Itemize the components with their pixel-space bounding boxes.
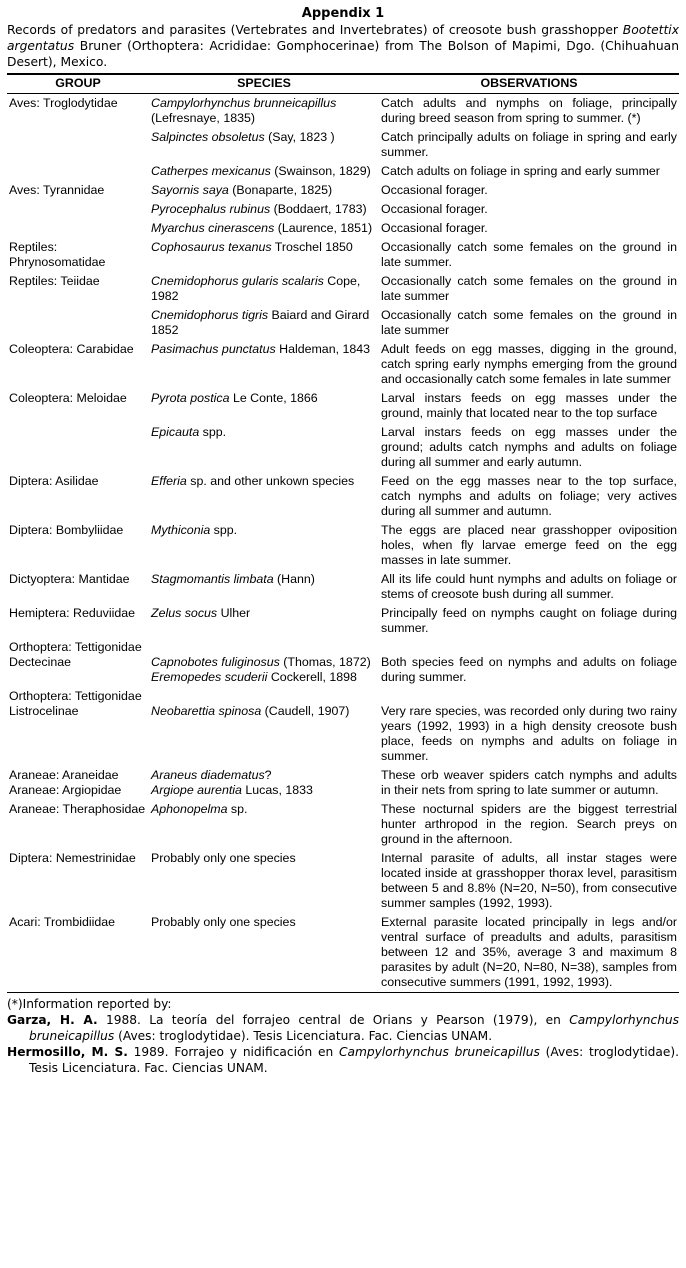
species-name: Campylorhynchus brunneicapillus <box>151 96 337 110</box>
species-cell <box>149 340 379 389</box>
table-row <box>7 423 679 472</box>
species-cell <box>149 687 379 766</box>
species-cell <box>149 849 379 913</box>
species-entry <box>151 606 377 621</box>
group-cell <box>7 472 149 521</box>
group-cell <box>7 128 149 162</box>
species-cell <box>149 219 379 238</box>
caption-pre: Records of predators and parasites (Vertebrates and Invertebrates) of creosote bush grasshopper <box>7 23 623 37</box>
species-entry <box>151 240 377 255</box>
header-row <box>7 74 679 94</box>
spacer <box>381 689 677 704</box>
table-row <box>7 389 679 423</box>
group-cell <box>7 638 149 687</box>
species-authority: Probably only one species <box>151 851 296 865</box>
observation-text: All its life could hunt nymphs and adults on foliage or stems of creosote bush during all summer. <box>381 572 677 601</box>
species-name: Argiope aurentia <box>151 783 242 797</box>
observation-text: Occasional forager. <box>381 221 488 235</box>
reference-text: 1988. La teoría del forrajeo central de Orians y Pearson (1979), en <box>97 1013 570 1027</box>
species-cell <box>149 389 379 423</box>
observation-cell <box>379 800 679 849</box>
species-authority: (Caudell, 1907) <box>261 704 350 718</box>
species-entry <box>151 704 377 719</box>
reference-text: (Aves: troglodytidae). Tesis Licenciatura. Fac. Ciencias UNAM. <box>29 1045 679 1075</box>
table-row <box>7 272 679 306</box>
table-row <box>7 94 679 129</box>
observation-text: External parasite located principally in legs and/or ventral surface of preadults and adults, parasitism between 12 and 35%, average 3 and maximum 8 parasites by adult (N=20, N=80, N=38), samples from consecutive summers (1991, 1992, 1993). <box>381 915 677 989</box>
species-name: Pyrocephalus rubinus <box>151 202 271 216</box>
species-entry <box>151 308 377 338</box>
observation-text: Larval instars feeds on egg masses under the ground; adults catch nymphs and adults on foliage during all summer and early autumn. <box>381 425 677 469</box>
footnotes <box>7 996 679 1076</box>
observation-text: Internal parasite of adults, all instar stages were located inside at grasshopper thorax level, parasitism between 5 and 8.8% (N=20, N=50), from consecutive summer samples (1992, 1993). <box>381 851 677 910</box>
species-cell <box>149 638 379 687</box>
group-cell <box>7 604 149 638</box>
group-name: Aves: Tyrannidae <box>9 183 105 197</box>
species-name: Pasimachus punctatus <box>151 342 276 356</box>
species-authority: sp. and other unkown species <box>186 474 355 488</box>
group-cell <box>7 766 149 800</box>
species-authority: spp. <box>199 425 227 439</box>
species-authority: Cope, 1982 <box>151 274 361 303</box>
group-cell <box>7 306 149 340</box>
observation-cell <box>379 340 679 389</box>
observation-cell <box>379 638 679 687</box>
caption-post: Bruner (Orthoptera: Acrididae: Gomphocerinae) from The Bolson of Mapimi, Dgo. (Chihuahuan Desert), Mexico. <box>7 39 679 69</box>
species-entry <box>151 202 377 217</box>
species-name: Efferia <box>151 474 187 488</box>
group-name: Orthoptera: Tettigonidae <box>9 689 142 703</box>
observation-cell <box>379 272 679 306</box>
species-authority: (Hann) <box>273 572 315 586</box>
species-entry <box>151 474 377 489</box>
species-authority: Cockerell, 1898 <box>267 670 357 684</box>
species-authority: Baiard and Girard 1852 <box>151 308 370 337</box>
group-cell <box>7 849 149 913</box>
observation-text: The eggs are placed near grasshopper oviposition holes, when fly larvae emerge feed on the egg masses in late summer. <box>381 523 677 567</box>
col-header-species: SPECIES <box>149 74 379 94</box>
group-name: Reptiles: Teiidae <box>9 274 100 288</box>
species-entry <box>151 425 377 440</box>
species-cell <box>149 800 379 849</box>
table-row <box>7 800 679 849</box>
species-cell <box>149 913 379 993</box>
species-entry <box>151 183 377 198</box>
observation-text: Catch adults and nymphs on foliage, principally during breed season from spring to summer. (*) <box>381 96 677 125</box>
species-entry <box>151 802 377 817</box>
species-entry <box>151 130 377 145</box>
species-name: Neobarettia spinosa <box>151 704 262 718</box>
species-authority: (Say, 1823 ) <box>264 130 335 144</box>
species-entry <box>151 915 377 930</box>
reference-species: Campylorhynchus bruneicapillus <box>339 1045 540 1059</box>
species-name: Aphonopelma <box>151 802 228 816</box>
species-authority: Ulher <box>217 606 251 620</box>
species-cell <box>149 423 379 472</box>
observation-cell <box>379 306 679 340</box>
reference-item <box>7 1044 679 1076</box>
observation-text: Very rare species, was recorded only during two rainy years (1992, 1993) in a high density creosote bush place, feeds on nymphs and adults on foliage in summer. <box>381 704 677 763</box>
reference-item <box>7 1012 679 1044</box>
species-name: Capnobotes fuliginosus <box>151 655 280 669</box>
observation-text: Occasionally catch some females on the ground in late summer <box>381 274 677 303</box>
species-name: Catherpes mexicanus <box>151 164 271 178</box>
observation-cell <box>379 570 679 604</box>
observation-cell <box>379 128 679 162</box>
species-entry <box>151 342 377 357</box>
observation-cell <box>379 238 679 272</box>
observation-text: Adult feeds on egg masses, digging in the ground, catch spring early nymphs emerging from the ground and occasionally catch some females in late summer <box>381 342 677 386</box>
group-cell <box>7 200 149 219</box>
group-subname: Dectecinae <box>9 655 71 669</box>
species-entry <box>151 768 377 783</box>
species-entry <box>151 96 377 126</box>
caption-species: Bootettix argentatus <box>7 23 679 53</box>
species-name: Cnemidophorus tigris <box>151 308 269 322</box>
species-cell <box>149 306 379 340</box>
table-row <box>7 570 679 604</box>
species-authority: (Bonaparte, 1825) <box>228 183 333 197</box>
group-name: Araneae: Araneidae <box>9 768 119 782</box>
species-cell <box>149 162 379 181</box>
observation-text: Catch adults on foliage in spring and early summer <box>381 164 660 178</box>
table-row <box>7 238 679 272</box>
species-cell <box>149 128 379 162</box>
table-body <box>7 94 679 993</box>
species-cell <box>149 181 379 200</box>
species-name: Eremopedes scuderii <box>151 670 268 684</box>
species-entry <box>151 221 377 236</box>
species-cell <box>149 604 379 638</box>
species-entry <box>151 655 377 670</box>
species-cell <box>149 766 379 800</box>
species-entry <box>151 164 377 179</box>
table-row <box>7 604 679 638</box>
observation-cell <box>379 162 679 181</box>
group-name: Hemiptera: Reduviidae <box>9 606 136 620</box>
table-row <box>7 181 679 200</box>
group-subname: Araneae: Argiopidae <box>9 783 122 797</box>
species-authority: (Swainson, 1829) <box>270 164 371 178</box>
col-header-observations: OBSERVATIONS <box>379 74 679 94</box>
species-cell <box>149 570 379 604</box>
species-name: Cnemidophorus gularis scalaris <box>151 274 324 288</box>
table-row <box>7 766 679 800</box>
table-row <box>7 306 679 340</box>
group-name: Dictyoptera: Mantidae <box>9 572 130 586</box>
observation-cell <box>379 849 679 913</box>
observation-cell <box>379 423 679 472</box>
spacer <box>151 640 377 655</box>
appendix-heading: Appendix 1 <box>301 6 385 21</box>
species-authority: Le Conte, 1866 <box>229 391 318 405</box>
observation-text: Feed on the egg masses near to the top surface, catch nymphs and adults on foliage; very actives during all summer and autumn. <box>381 474 677 518</box>
table-row <box>7 638 679 687</box>
group-cell <box>7 389 149 423</box>
species-name: Cophosaurus texanus <box>151 240 272 254</box>
group-name: Diptera: Asilidae <box>9 474 99 488</box>
species-authority: Lucas, 1833 <box>241 783 313 797</box>
species-authority: Probably only one species <box>151 915 296 929</box>
table-row <box>7 849 679 913</box>
table-caption <box>7 22 679 70</box>
reference-author: Garza, H. A. <box>7 1013 98 1027</box>
group-cell <box>7 570 149 604</box>
group-name: Acari: Trombidiidae <box>9 915 116 929</box>
group-name: Coleoptera: Carabidae <box>9 342 134 356</box>
species-name: Sayornis saya <box>151 183 229 197</box>
group-cell <box>7 521 149 570</box>
species-authority: (Laurence, 1851) <box>274 221 373 235</box>
table-row <box>7 521 679 570</box>
table-row <box>7 200 679 219</box>
table-row <box>7 687 679 766</box>
species-name: Araneus diadematus <box>151 768 265 782</box>
group-cell <box>7 238 149 272</box>
observation-cell <box>379 200 679 219</box>
observation-cell <box>379 94 679 129</box>
species-entry <box>151 670 377 685</box>
observation-cell <box>379 181 679 200</box>
group-subname: Listrocelinae <box>9 704 79 718</box>
group-cell <box>7 340 149 389</box>
species-name: Epicauta <box>151 425 200 439</box>
observation-text: Principally feed on nymphs caught on foliage during summer. <box>381 606 677 635</box>
observation-text: Occasionally catch some females on the ground in late summer. <box>381 240 677 269</box>
footnote-intro: (*)Information reported by: <box>7 997 172 1011</box>
species-authority: spp. <box>210 523 238 537</box>
group-name: Orthoptera: Tettigonidae <box>9 640 142 654</box>
group-cell <box>7 181 149 200</box>
species-authority: (Boddaert, 1783) <box>270 202 367 216</box>
observation-cell <box>379 687 679 766</box>
species-authority: ? <box>264 768 272 782</box>
spacer <box>151 689 377 704</box>
group-cell <box>7 162 149 181</box>
group-name: Coleoptera: Meloidae <box>9 391 127 405</box>
observation-cell <box>379 521 679 570</box>
observation-text: Both species feed on nymphs and adults on foliage during summer. <box>381 655 677 684</box>
species-name: Myarchus cinerascens <box>151 221 275 235</box>
species-name: Stagmomantis limbata <box>151 572 274 586</box>
species-entry <box>151 851 377 866</box>
table-row <box>7 472 679 521</box>
group-name: Araneae: Theraphosidae <box>9 802 146 816</box>
species-authority: Haldeman, 1843 <box>275 342 371 356</box>
species-authority: sp. <box>227 802 248 816</box>
group-cell <box>7 423 149 472</box>
species-authority: Troschel 1850 <box>271 240 353 254</box>
appendix-page <box>7 0 679 1076</box>
observation-cell <box>379 389 679 423</box>
observation-text: Occasional forager. <box>381 183 488 197</box>
table-row <box>7 219 679 238</box>
table-row <box>7 913 679 993</box>
group-name: Diptera: Bombyliidae <box>9 523 124 537</box>
species-entry <box>151 572 377 587</box>
group-name: Reptiles: <box>9 240 58 254</box>
species-cell <box>149 200 379 219</box>
observation-cell <box>379 766 679 800</box>
predators-table <box>7 73 679 993</box>
species-cell <box>149 238 379 272</box>
table-row <box>7 128 679 162</box>
species-cell <box>149 472 379 521</box>
species-entry <box>151 274 377 304</box>
group-name: Aves: Troglodytidae <box>9 96 118 110</box>
observation-text: These orb weaver spiders catch nymphs and adults in their nets from spring to late summer or autumn. <box>381 768 677 797</box>
observation-cell <box>379 604 679 638</box>
species-name: Zelus socus <box>151 606 218 620</box>
species-entry <box>151 783 377 798</box>
reference-text: (Aves: troglodytidae). Tesis Licenciatura. Fac. Ciencias UNAM. <box>114 1029 493 1043</box>
spacer <box>381 640 677 655</box>
species-cell <box>149 272 379 306</box>
reference-author: Hermosillo, M. S. <box>7 1045 128 1059</box>
species-cell <box>149 521 379 570</box>
reference-text: 1989. Forrajeo y nidificación en <box>127 1045 339 1059</box>
observation-text: Occasional forager. <box>381 202 488 216</box>
group-cell <box>7 687 149 766</box>
table-row <box>7 162 679 181</box>
group-cell <box>7 800 149 849</box>
observation-cell <box>379 913 679 993</box>
group-subname: Phrynosomatidae <box>9 255 106 269</box>
observation-text: Larval instars feeds on egg masses under the ground, mainly that located near to the top surface <box>381 391 677 420</box>
species-entry <box>151 523 377 538</box>
species-cell <box>149 94 379 129</box>
reference-species: Campylorhynchus bruneicapillus <box>29 1013 679 1043</box>
col-header-group: GROUP <box>7 74 149 94</box>
group-cell <box>7 94 149 129</box>
table-row <box>7 340 679 389</box>
observation-text: Catch principally adults on foliage in spring and early summer. <box>381 130 677 159</box>
species-name: Pyrota postica <box>151 391 230 405</box>
species-authority: (Thomas, 1872) <box>279 655 371 669</box>
species-name: Mythiconia <box>151 523 211 537</box>
observation-text: These nocturnal spiders are the biggest terrestrial hunter arthropod in the region. Search preys on ground in the afternoon. <box>381 802 677 846</box>
group-cell <box>7 272 149 306</box>
group-cell <box>7 913 149 993</box>
group-name: Diptera: Nemestrinidae <box>9 851 136 865</box>
species-entry <box>151 391 377 406</box>
species-authority: (Lefresnaye, 1835) <box>151 111 256 125</box>
group-cell <box>7 219 149 238</box>
species-name: Salpinctes obsoletus <box>151 130 265 144</box>
observation-cell <box>379 219 679 238</box>
observation-cell <box>379 472 679 521</box>
observation-text: Occasionally catch some females on the ground in late summer <box>381 308 677 337</box>
